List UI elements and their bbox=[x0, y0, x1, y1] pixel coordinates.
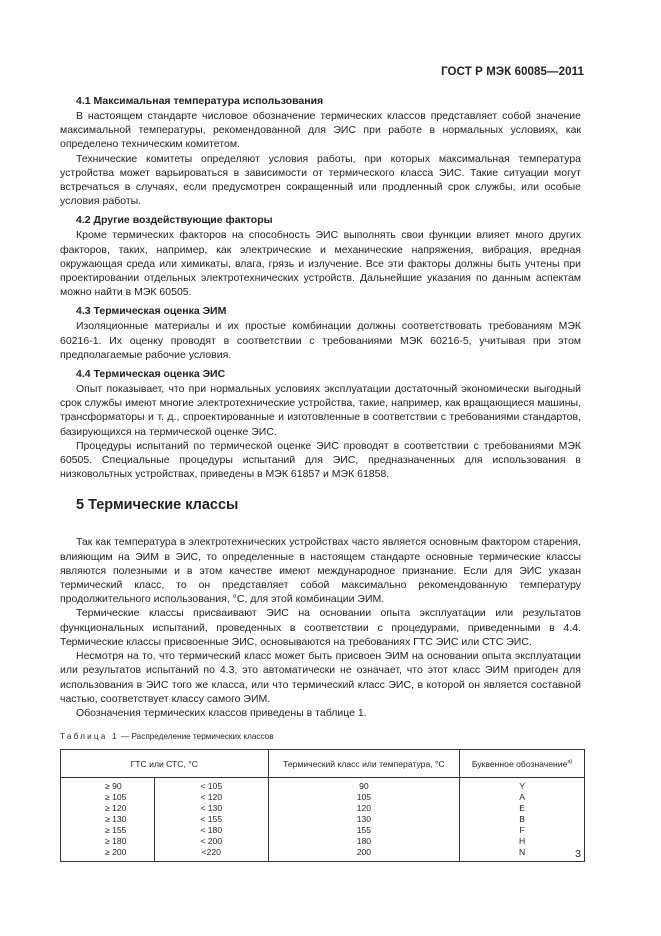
cell-letter: H bbox=[460, 836, 585, 847]
cell-thermal-class: 200 bbox=[268, 847, 460, 862]
cell-thermal-class: 120 bbox=[268, 803, 460, 814]
paragraph: Изоляционные материалы и их простые комбинации должны соответствовать требованиям МЭК 60216-1. Их оценку проводят в соответствии с требованиями МЭК 60216-5, учитывая при этом предполагаемые рабочие условия. bbox=[60, 320, 581, 361]
section-heading-4-2: 4.2 Другие воздействующие факторы bbox=[76, 214, 273, 227]
cell-letter: E bbox=[460, 803, 585, 814]
cell-thermal-class: 155 bbox=[268, 825, 460, 836]
cell-gts-min: ≥ 180 bbox=[61, 836, 155, 847]
thermal-classes-table bbox=[60, 749, 585, 862]
paragraph: Кроме термических факторов на способность ЭИС выполнять свои функции влияет много других факторов, таких, например, как электрические и механические напряжения, вибрация, вредная окружающая среда или химикаты, влага, грязь и излучение. Все эти факторы должны быть учтены при проектировании отдельных электротехнических устройств. Дальнейшие указания по данным аспектам можно найти в МЭК 60505. bbox=[60, 229, 581, 299]
paragraph: В настоящем стандарте числовое обозначение термических классов представляет собой значение максимальной температуры, рекомендованной для ЭИС при работе в нормальных условиях, как определено техническим комитетом. bbox=[60, 110, 581, 151]
header-letter-text: Буквенное обозначение bbox=[471, 758, 568, 769]
paragraph: Опыт показывает, что при нормальных условиях эксплуатации достаточный экономически выгодный срок службы имеют многие электротехнические устройства, такие, например, как вращающиеся машины, трансформаторы и т. д., спроектированные и изготовленные в соответствии с требованиями стандартов, базирующихся на термической оценке ЭИС. bbox=[60, 383, 581, 438]
cell-gts-max: < 200 bbox=[154, 836, 268, 847]
table-row bbox=[61, 825, 585, 836]
paragraph: Обозначения термических классов приведены в таблице 1. bbox=[76, 706, 367, 719]
cell-gts-min: ≥ 90 bbox=[61, 778, 155, 793]
table-caption-label: Таблица 1 bbox=[60, 732, 119, 742]
cell-thermal-class: 180 bbox=[268, 836, 460, 847]
table-row bbox=[61, 803, 585, 814]
section-heading-4-3: 4.3 Термическая оценка ЭИМ bbox=[76, 305, 227, 318]
cell-letter: F bbox=[460, 825, 585, 836]
paragraph: Несмотря на то, что термический класс может быть присвоен ЭИМ на основании опыта эксплуатации или результатов испытаний по 4.3, это автоматически не означает, что этот класс ЭИМ пригоден для использования в ЭИС того же класса, или что термический класс ЭИС, в которой он является составной частью, соответствует классу самого ЭИМ. bbox=[60, 650, 581, 705]
table-caption-text: — Распределение термических классов bbox=[121, 732, 274, 742]
cell-thermal-class: 130 bbox=[268, 814, 460, 825]
cell-gts-min: ≥ 200 bbox=[61, 847, 155, 862]
cell-letter: B bbox=[460, 814, 585, 825]
table-row bbox=[61, 792, 585, 803]
cell-gts-max: < 105 bbox=[154, 778, 268, 793]
document-code: ГОСТ Р МЭК 60085—2011 bbox=[441, 66, 584, 78]
cell-gts-min: ≥ 155 bbox=[61, 825, 155, 836]
table-body bbox=[61, 778, 585, 862]
table-row bbox=[61, 847, 585, 862]
table-caption bbox=[60, 732, 581, 741]
paragraph: Так как температура в электротехнических устройствах часто является основным фактором старения, влияющим на ЭИМ в ЭИС, то определенные в настоящем стандарте основные термические классы являются полезными и в этом качестве имеют международное признание. Если для ЭИС указан термический класс, то он представляет собой максимально рекомендованную температуру продолжительного использования, °С, для этой комбинации ЭИМ. bbox=[60, 536, 581, 606]
cell-thermal-class: 105 bbox=[268, 792, 460, 803]
header-thermal-class: Термический класс или температура, °С bbox=[268, 750, 460, 778]
cell-letter: Y bbox=[460, 778, 585, 793]
paragraph: Технические комитеты определяют условия работы, при которых максимальная температура устройства может варьироваться в зависимости от термического класса ЭИС. Такие ситуации могут встречаться в случаях, если предусмотрен сокращенный или продленный срок службы, или особые условия работы. bbox=[60, 152, 581, 208]
cell-letter: N bbox=[460, 847, 585, 862]
cell-gts-min: ≥ 105 bbox=[61, 792, 155, 803]
cell-gts-min: ≥ 130 bbox=[61, 814, 155, 825]
table-header-row bbox=[61, 750, 585, 778]
chapter-heading-5: 5 Термические классы bbox=[76, 497, 239, 514]
cell-gts-max: <220 bbox=[154, 847, 268, 862]
table-row bbox=[61, 814, 585, 825]
section-heading-4-1: 4.1 Максимальная температура использования bbox=[76, 95, 324, 107]
cell-letter: A bbox=[460, 792, 585, 803]
paragraph: Термические классы присваивают ЭИС на основании опыта эксплуатации или результатов функциональных испытаний, проведенных в соответствии с процедурами, приведенными в 4.4. Термические классы присвоенные ЭИС, основываются на требованиях ГТС ЭИС или СТС ЭИС. bbox=[60, 607, 581, 648]
cell-gts-max: < 180 bbox=[154, 825, 268, 836]
cell-thermal-class: 90 bbox=[268, 778, 460, 793]
page-content bbox=[60, 94, 581, 862]
footnote-marker: a) bbox=[567, 758, 573, 765]
table-row bbox=[61, 836, 585, 847]
cell-gts-max: < 130 bbox=[154, 803, 268, 814]
section-heading-4-4: 4.4 Термическая оценка ЭИС bbox=[76, 368, 226, 381]
table-row bbox=[61, 778, 585, 793]
paragraph: Процедуры испытаний по термической оценке ЭИС проводят в соответствии с требованиями МЭК 60505. Специальные процедуры испытаний для ЭИС, предназначенных для использования в низковольтных устройствах, приведены в МЭК 61857 и МЭК 61858. bbox=[60, 439, 581, 481]
header-letter bbox=[460, 750, 585, 778]
page-number: 3 bbox=[575, 848, 581, 860]
cell-gts-max: < 120 bbox=[154, 792, 268, 803]
cell-gts-min: ≥ 120 bbox=[61, 803, 155, 814]
cell-gts-max: < 155 bbox=[154, 814, 268, 825]
header-gts: ГТС или СТС, °С bbox=[61, 750, 269, 778]
